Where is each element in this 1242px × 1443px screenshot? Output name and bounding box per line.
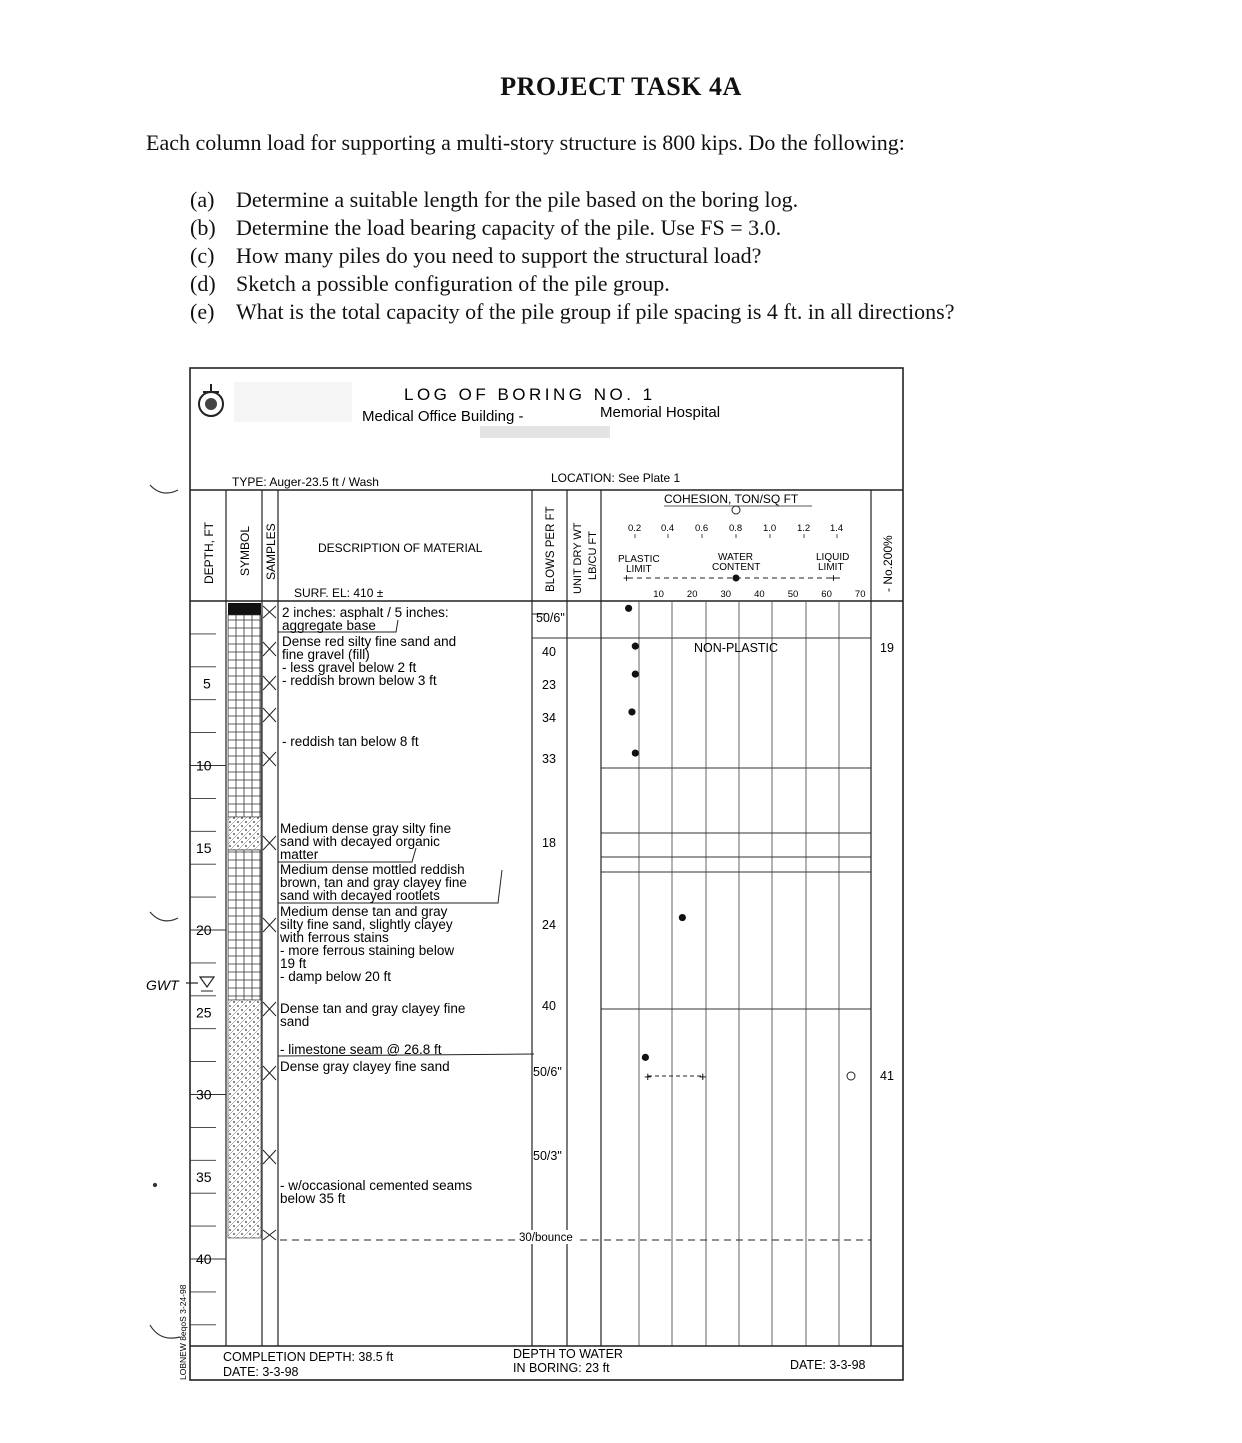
cohesion-tick-label: 0.8 xyxy=(729,523,743,534)
water-tick-label: 20 xyxy=(686,589,698,600)
depth-tick-label: 5 xyxy=(203,675,211,692)
description-line: Medium dense tan and gray xyxy=(280,904,448,919)
water-content-point xyxy=(632,643,639,650)
blow-count: 50/6" xyxy=(533,1065,562,1079)
water-content-point xyxy=(628,708,635,715)
depth-tick-label: 35 xyxy=(196,1168,212,1185)
water-content-point xyxy=(642,1054,649,1061)
soil-symbol-column xyxy=(228,603,261,1238)
material-descriptions xyxy=(279,605,472,1206)
svg-text:+: + xyxy=(623,571,631,585)
log-title: LOG OF BORING NO. 1 xyxy=(404,385,656,404)
plastic-limit-mark: + xyxy=(644,1069,652,1084)
depth-to-water-value: IN BORING: 23 ft xyxy=(513,1361,610,1375)
task-text: What is the total capacity of the pile group if pile spacing is 4 ft. in all directions? xyxy=(236,299,955,324)
blow-count: 40 xyxy=(542,645,556,659)
water-content-point xyxy=(632,749,639,756)
boring-location: LOCATION: See Plate 1 xyxy=(551,471,681,485)
water-content-axis-ticks xyxy=(653,589,865,600)
depth-tick-label: 25 xyxy=(196,1004,212,1021)
water-content-point xyxy=(625,605,632,612)
cohesion-tick-label: 0.6 xyxy=(695,523,709,534)
no200-marker xyxy=(847,1072,855,1080)
blow-count: 33 xyxy=(542,752,556,766)
blow-count: 18 xyxy=(542,836,556,850)
sample-markers xyxy=(263,606,276,1240)
completion-date: DATE: 3-3-98 xyxy=(223,1365,299,1379)
cohesion-tick-label: 0.4 xyxy=(661,523,675,534)
description-line: Dense red silty fine sand and xyxy=(282,634,457,649)
header-unit-weight-units: LB/CU FT xyxy=(587,531,599,580)
task-label: (b) xyxy=(190,215,216,240)
description-line: Dense tan and gray clayey fine xyxy=(280,1001,466,1016)
description-line: 2 inches: asphalt / 5 inches: xyxy=(282,605,449,620)
non-plastic-note: NON-PLASTIC xyxy=(694,641,779,655)
legend-line xyxy=(623,571,842,585)
bounce-note: 30/bounce xyxy=(519,1232,573,1244)
cohesion-tick-label: 1.0 xyxy=(763,523,777,534)
side-stamp: LOBNEW 8eqoS 3-24-98 xyxy=(178,1284,188,1380)
water-tick-label: 50 xyxy=(787,589,799,600)
header-blows: BLOWS PER FT xyxy=(545,506,557,592)
blow-count: 50/3" xyxy=(533,1149,562,1163)
log-subtitle-left: Medical Office Building - xyxy=(362,408,524,425)
description-line: with ferrous stains xyxy=(280,930,389,945)
margin-marks xyxy=(150,485,180,1338)
atterberg-limits xyxy=(644,1069,855,1084)
description-line: silty fine sand, slightly clayey xyxy=(280,917,453,932)
completion-depth: COMPLETION DEPTH: 38.5 ft xyxy=(223,1350,394,1364)
intro-paragraph: Each column load for supporting a multi-story structure is 800 kips. Do the following: xyxy=(146,130,905,155)
log-subtitle-right: Memorial Hospital xyxy=(600,404,721,421)
task-label: (d) xyxy=(190,271,216,296)
description-line: Medium dense gray silty fine xyxy=(280,821,452,836)
description-line: brown, tan and gray clayey fine xyxy=(280,875,467,890)
water-tick-label: 30 xyxy=(720,589,732,600)
description-line: Dense gray clayey fine sand xyxy=(280,1059,450,1074)
depth-scale xyxy=(190,634,226,1325)
no200-value: 19 xyxy=(880,641,894,655)
task-text: Determine a suitable length for the pile based on the boring log. xyxy=(236,187,799,212)
water-tick-label: 70 xyxy=(854,589,866,600)
water-tick-label: 60 xyxy=(821,589,832,600)
description-line: matter xyxy=(280,847,319,862)
description-line: - w/occasional cemented seams xyxy=(280,1178,473,1193)
cohesion-tick-label: 1.4 xyxy=(830,523,844,534)
description-line: - limestone seam @ 26.8 ft xyxy=(280,1042,442,1057)
chart-grid-columns xyxy=(639,601,839,1346)
header-plastic-limit-2: LIMIT xyxy=(626,564,652,575)
description-line: fine gravel (fill) xyxy=(282,647,370,662)
cohesion-tick-label: 0.2 xyxy=(628,523,642,534)
description-line: sand with decayed rootlets xyxy=(280,888,440,903)
blow-count: 50/6" xyxy=(536,611,565,625)
depth-tick-label: 15 xyxy=(196,839,212,856)
boring-type: TYPE: Auger-23.5 ft / Wash xyxy=(232,475,379,489)
svg-text:+: + xyxy=(830,571,838,585)
description-line: - damp below 20 ft xyxy=(280,969,392,984)
cohesion-tick-label: 1.2 xyxy=(797,523,811,534)
blow-counts xyxy=(533,611,565,1163)
report-date: DATE: 3-3-98 xyxy=(790,1358,866,1372)
depth-to-water-label: DEPTH TO WATER xyxy=(513,1347,623,1361)
header-no200: - No.200% xyxy=(881,535,895,592)
header-water-content-2: CONTENT xyxy=(712,562,761,573)
page-title: PROJECT TASK 4A xyxy=(500,72,742,101)
description-line: sand with decayed organic xyxy=(280,834,440,849)
description-line: 19 ft xyxy=(280,956,307,971)
water-tick-label: 40 xyxy=(754,589,765,600)
row-separators xyxy=(532,638,871,1009)
description-line: Medium dense mottled reddish xyxy=(280,862,465,877)
cohesion-axis-ticks xyxy=(628,523,843,538)
header-cohesion: COHESION, TON/SQ FT xyxy=(664,492,799,506)
header-description: DESCRIPTION OF MATERIAL xyxy=(318,541,483,555)
header-unit-weight: UNIT DRY WT xyxy=(572,522,584,594)
task-text: Sketch a possible configuration of the pile group. xyxy=(236,271,670,296)
description-line: - less gravel below 2 ft xyxy=(282,660,417,675)
water-content-point xyxy=(679,914,686,921)
water-tick-label: 10 xyxy=(653,589,664,600)
header-depth: DEPTH, FT xyxy=(202,522,216,584)
description-line: - reddish brown below 3 ft xyxy=(282,673,437,688)
smudged-address xyxy=(480,426,610,438)
task-label: (c) xyxy=(190,243,215,268)
task-text: Determine the load bearing capacity of the pile. Use FS = 3.0. xyxy=(236,215,782,240)
company-logo xyxy=(199,382,352,422)
task-text: How many piles do you need to support the structural load? xyxy=(236,243,762,268)
depth-tick-label: 10 xyxy=(196,757,212,774)
header-water-content: WATER xyxy=(718,552,753,563)
description-line: sand xyxy=(280,1014,310,1029)
depth-tick-label: 20 xyxy=(196,922,212,938)
depth-tick-label: 40 xyxy=(196,1251,212,1267)
header-samples: SAMPLES xyxy=(264,523,278,580)
description-line: aggregate base xyxy=(282,618,376,633)
no200-value: 41 xyxy=(880,1069,894,1083)
blow-count: 23 xyxy=(542,678,556,692)
description-line: - reddish tan below 8 ft xyxy=(282,734,419,749)
depth-labels xyxy=(192,674,218,1268)
header-plastic-limit: PLASTIC xyxy=(618,554,660,565)
header-liquid-limit: LIQUID xyxy=(816,552,850,563)
gwt-label: GWT xyxy=(146,977,179,993)
blow-count: 34 xyxy=(542,711,556,725)
surface-elevation: SURF. EL: 410 ± xyxy=(294,586,384,600)
header-symbol: SYMBOL xyxy=(238,525,252,576)
liquid-limit-mark: + xyxy=(699,1069,707,1084)
description-line: - more ferrous staining below xyxy=(280,943,455,958)
blow-count: 40 xyxy=(542,999,556,1013)
task-label: (a) xyxy=(190,187,215,212)
description-line: below 35 ft xyxy=(280,1191,346,1206)
task-label: (e) xyxy=(190,299,215,324)
header-liquid-limit-2: LIMIT xyxy=(818,562,844,573)
water-content-point xyxy=(632,670,639,677)
blow-count: 24 xyxy=(542,918,556,932)
depth-tick-label: 30 xyxy=(196,1086,212,1103)
